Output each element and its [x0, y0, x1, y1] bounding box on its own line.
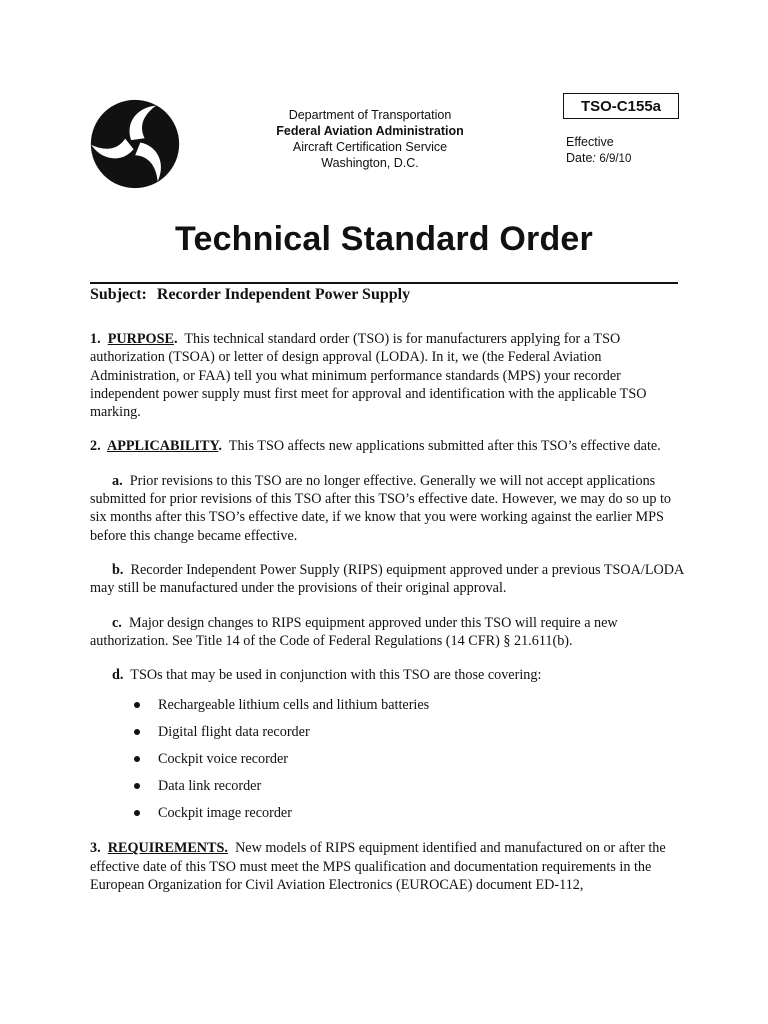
section-number: 1. — [90, 331, 101, 347]
subject-label: Subject: — [90, 286, 147, 303]
effective-date-line — [566, 150, 631, 167]
section-heading — [90, 840, 228, 856]
section-title: PURPOSE — [107, 331, 174, 347]
dot-triskelion-logo-icon — [87, 96, 183, 192]
list-item — [90, 723, 690, 750]
bullet-icon — [134, 729, 140, 735]
section-text: This technical standard order (TSO) is for manufacturers applying for a TSO authorization (TSOA) or letter of design approval (LODA). In it, we (the Federal Aviation Administration, or FAA) tell you what minimum performance standards (MPS) your recorder independent power supply must first meet for approval and identification with the applicable TSO marking. — [90, 331, 647, 421]
list-item — [90, 696, 690, 723]
agency-line-location: Washington, D.C. — [321, 156, 419, 170]
section-requirements — [90, 839, 690, 894]
date-value: 6/9/10 — [599, 153, 632, 165]
subsection-d — [90, 666, 690, 684]
list-item — [90, 750, 690, 777]
tso-number: TSO-C155a — [580, 97, 662, 115]
title-divider — [90, 282, 678, 284]
subsection-text: Prior revisions to this TSO are no longer effective. Generally we will not accept applications submitted for prior revisions of this TSO after this TSO’s effective date. However, we may do so up to six months after this TSO’s effective date, if we know that you were working against the earlier MPS before this change became effective. — [90, 472, 672, 544]
bullet-icon — [134, 810, 140, 816]
subsection-text: Recorder Independent Power Supply (RIPS) equipment approved under a previous TSOA/LODA may still be manufactured under the provisions of their original approval. — [90, 561, 684, 597]
section-text: New models of RIPS equipment identified and manufactured on or after the effective date of this TSO must meet the MPS qualification and documentation requirements in the European Organization for Civil Aviation Electronics (EUROCAE) document ED-112, — [90, 840, 666, 894]
subsection-text: TSOs that may be used in conjunction with this TSO are those covering: — [130, 667, 542, 684]
bullet-icon — [134, 783, 140, 789]
list-item-text: Cockpit image recorder — [158, 805, 292, 822]
list-item-text: Cockpit voice recorder — [158, 751, 288, 768]
subsection-label: b. — [112, 561, 124, 578]
date-label: Date — [566, 151, 593, 165]
section-heading: 2. APPLICABILITY. — [90, 438, 222, 455]
subsection-a — [90, 472, 690, 545]
agency-block — [255, 107, 485, 171]
subsection-text: Major design changes to RIPS equipment approved under this TSO will require a new authorization. See Title 14 of the Code of Federal Regulations (14 CFR) § 21.611(b). — [90, 614, 618, 649]
section-number: 2. — [90, 438, 101, 455]
bullet-icon — [134, 756, 140, 762]
subsection-label: a. — [112, 472, 123, 489]
agency-line-department: Department of Transportation — [288, 108, 452, 122]
agency-line-faa: Federal Aviation Administration — [276, 124, 464, 138]
list-item-text: Digital flight data recorder — [158, 724, 310, 741]
section-text: This TSO affects new applications submitted after this TSO’s effective date. — [228, 438, 661, 455]
subsection-b — [90, 561, 690, 598]
date-separator: : — [592, 151, 596, 165]
list-item — [90, 777, 690, 804]
subsection-c — [90, 614, 690, 651]
list-item-text: Data link recorder — [158, 778, 262, 795]
section-heading: 1. PURPOSE. — [90, 331, 178, 347]
effective-date-block — [566, 134, 631, 167]
list-item — [90, 804, 690, 831]
related-tso-list — [90, 696, 690, 831]
document-body — [90, 330, 690, 910]
section-title: APPLICABILITY — [106, 438, 219, 455]
section-number: 3. — [90, 840, 101, 857]
section-purpose — [90, 330, 690, 421]
document-title: Technical Standard Order — [175, 220, 593, 258]
list-item-text: Rechargeable lithium cells and lithium batteries — [158, 697, 430, 714]
section-title: REQUIREMENTS. — [107, 840, 228, 857]
subsection-label: c. — [112, 614, 122, 631]
subject-line — [90, 286, 410, 304]
agency-line-service: Aircraft Certification Service — [292, 140, 448, 154]
tso-number-box — [563, 93, 679, 119]
subject-text: Recorder Independent Power Supply — [156, 286, 411, 303]
subsection-label: d. — [112, 667, 124, 684]
section-applicability — [90, 437, 690, 455]
effective-label: Effective — [566, 135, 614, 149]
bullet-icon — [134, 702, 140, 708]
